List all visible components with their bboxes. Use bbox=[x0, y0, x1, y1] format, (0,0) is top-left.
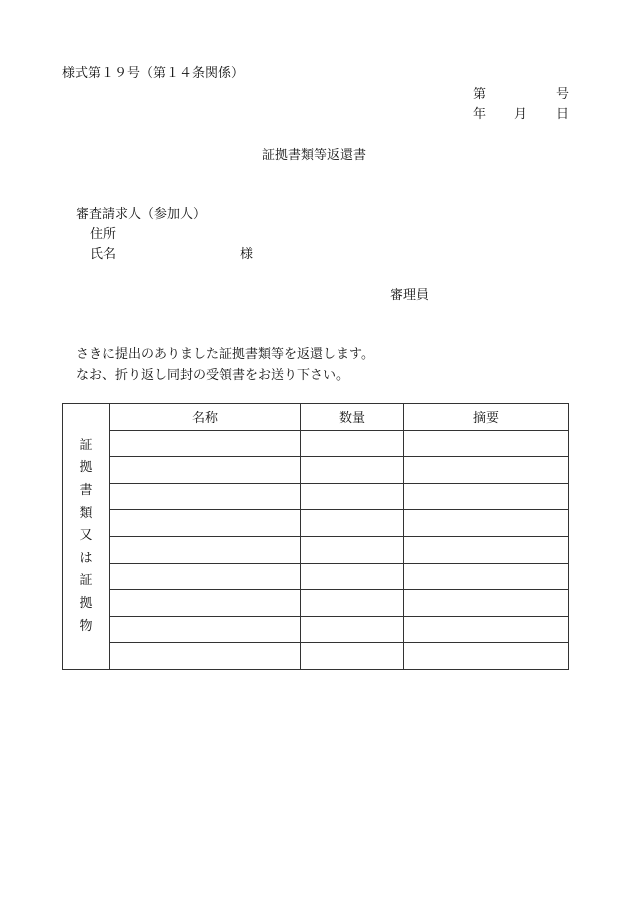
side-label-char: 又 bbox=[79, 528, 93, 544]
summary-cell bbox=[404, 430, 569, 457]
name-label: 氏名 bbox=[90, 247, 117, 262]
quantity-cell bbox=[301, 563, 404, 590]
quantity-cell bbox=[301, 483, 404, 510]
table-row bbox=[63, 643, 569, 670]
table-row bbox=[63, 616, 569, 643]
date-day-label: 日 bbox=[556, 107, 570, 122]
name-cell bbox=[110, 616, 301, 643]
side-label-char: 証 bbox=[79, 437, 93, 453]
side-label-cell bbox=[63, 404, 110, 670]
requester-heading: 審査請求人（参加人） bbox=[76, 207, 207, 222]
table-row bbox=[63, 590, 569, 617]
side-label-char: 証 bbox=[79, 573, 93, 589]
quantity-cell bbox=[301, 457, 404, 484]
examiner-label: 審理員 bbox=[390, 288, 430, 303]
document-number-suffix: 号 bbox=[556, 87, 570, 102]
table-row bbox=[63, 483, 569, 510]
date-year-label: 年 bbox=[473, 107, 487, 122]
summary-cell bbox=[404, 536, 569, 563]
name-cell bbox=[110, 510, 301, 537]
summary-cell bbox=[404, 563, 569, 590]
summary-cell bbox=[404, 616, 569, 643]
address-label: 住所 bbox=[90, 227, 117, 242]
side-label-char: 書 bbox=[79, 482, 93, 498]
table-row bbox=[63, 510, 569, 537]
quantity-cell bbox=[301, 590, 404, 617]
side-label-char: 拠 bbox=[79, 460, 93, 476]
table-row bbox=[63, 457, 569, 484]
name-cell bbox=[110, 457, 301, 484]
table-row bbox=[63, 536, 569, 563]
table-row bbox=[63, 563, 569, 590]
honorific: 様 bbox=[240, 247, 254, 262]
side-label-char: 物 bbox=[79, 618, 93, 634]
message-line-2: なお、折り返し同封の受領書をお送り下さい。 bbox=[76, 368, 350, 383]
side-label-char: 類 bbox=[79, 505, 93, 521]
side-label-char: 拠 bbox=[79, 595, 93, 611]
summary-cell bbox=[404, 510, 569, 537]
side-label-char: は bbox=[79, 550, 93, 566]
summary-cell bbox=[404, 643, 569, 670]
message-line-1: さきに提出のありました証拠書類等を返還します。 bbox=[76, 347, 374, 362]
quantity-cell bbox=[301, 430, 404, 457]
quantity-cell bbox=[301, 616, 404, 643]
column-header-name: 名称 bbox=[110, 404, 301, 431]
evidence-items-table bbox=[62, 403, 569, 670]
summary-cell bbox=[404, 590, 569, 617]
name-cell bbox=[110, 590, 301, 617]
table-header-row bbox=[63, 404, 569, 431]
column-header-quantity: 数量 bbox=[301, 404, 404, 431]
name-cell bbox=[110, 563, 301, 590]
name-cell bbox=[110, 430, 301, 457]
quantity-cell bbox=[301, 510, 404, 537]
name-cell bbox=[110, 483, 301, 510]
summary-cell bbox=[404, 483, 569, 510]
summary-cell bbox=[404, 457, 569, 484]
name-cell bbox=[110, 643, 301, 670]
form-number: 様式第１９号（第１４条関係） bbox=[62, 66, 245, 81]
date-month-label: 月 bbox=[514, 107, 528, 122]
table-row bbox=[63, 430, 569, 457]
document-number-prefix: 第 bbox=[473, 87, 487, 102]
column-header-summary: 摘要 bbox=[404, 404, 569, 431]
name-cell bbox=[110, 536, 301, 563]
document-title: 証拠書類等返還書 bbox=[262, 148, 367, 163]
side-label bbox=[79, 435, 92, 638]
quantity-cell bbox=[301, 536, 404, 563]
quantity-cell bbox=[301, 643, 404, 670]
